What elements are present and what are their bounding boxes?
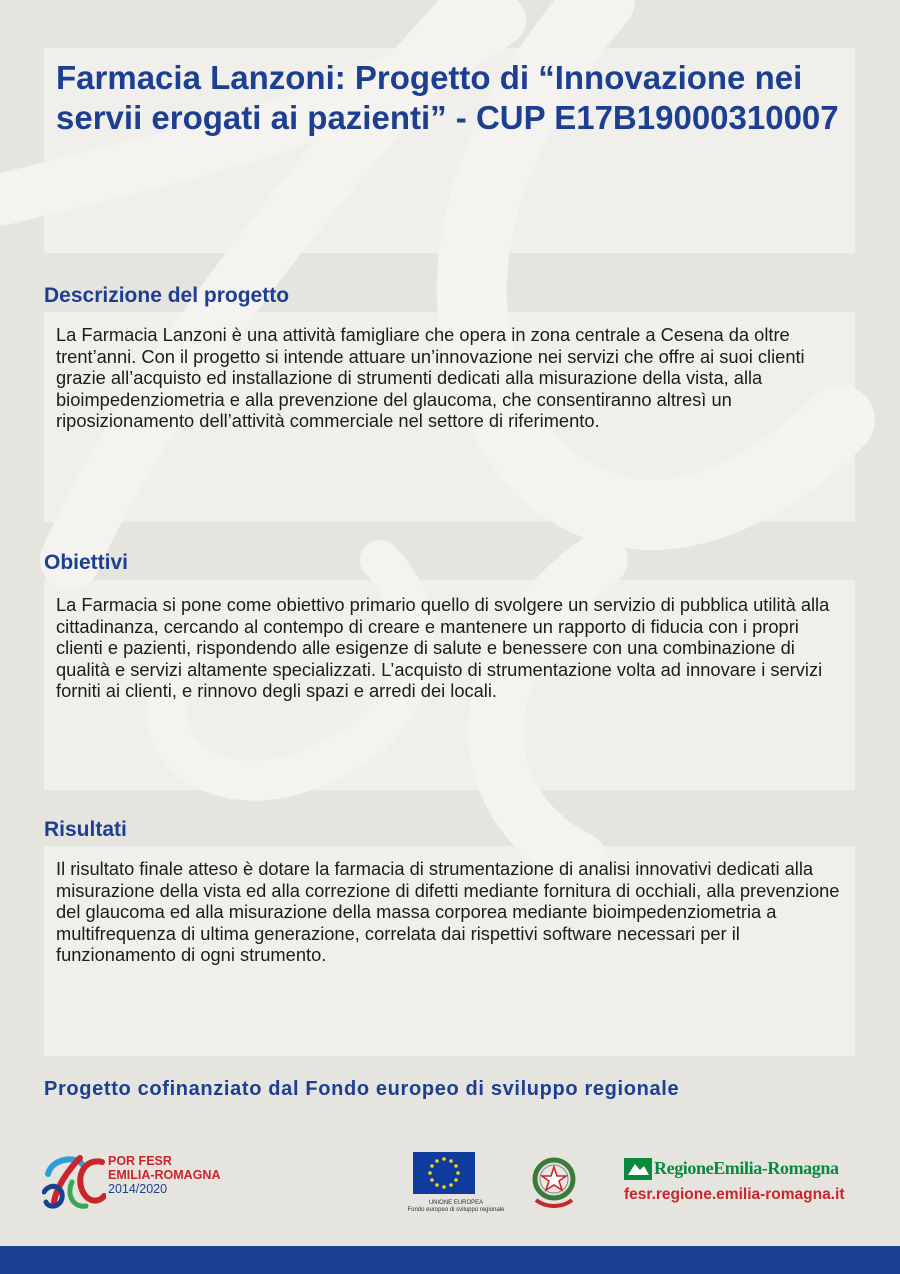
eu-logo bbox=[407, 1152, 505, 1214]
cofinancing-statement: Progetto cofinanziato dal Fondo europeo di sviluppo regionale bbox=[44, 1078, 680, 1100]
regione-mark-icon bbox=[624, 1158, 652, 1180]
italian-emblem-icon bbox=[528, 1152, 580, 1212]
bottom-bar bbox=[0, 1246, 900, 1274]
section-heading-results: Risultati bbox=[44, 818, 127, 841]
italian-republic-logo bbox=[528, 1152, 580, 1214]
section-heading-description: Descrizione del progetto bbox=[44, 284, 290, 307]
eu-flag-icon bbox=[413, 1152, 475, 1194]
por-fesr-logo bbox=[42, 1152, 262, 1214]
section-heading-objectives: Obiettivi bbox=[44, 551, 129, 574]
regione-name: RegioneEmilia-Romagna bbox=[654, 1158, 839, 1178]
eu-caption-line1: UNIONE EUROPEA bbox=[428, 1200, 484, 1206]
por-fesr-line2: EMILIA-ROMAGNA bbox=[108, 1168, 221, 1182]
section-body-results: Il risultato finale atteso è dotare la farmacia di strumentazione di analisi innovativi dedicati alla misurazione della vista ed alla correzione di difetti mediante fornitura di occhiali, alla prevenzione del glaucoma ed alla misurazione della massa corporea mediante bioimpedenziometria a multifrequenza di ultima generazione, correlata dai rispettivi software necessari per il funzionamento di ogni strumento. bbox=[56, 858, 840, 966]
page-title: Farmacia Lanzoni: Progetto di “Innovazione nei servii erogati ai pazienti” - CUP E17B19000310007 bbox=[56, 59, 839, 136]
regione-url: fesr.regione.emilia-romagna.it bbox=[624, 1186, 845, 1203]
por-fesr-mark-icon bbox=[42, 1152, 106, 1212]
section-body-description: La Farmacia Lanzoni è una attività famigliare che opera in zona centrale a Cesena da oltre trent’anni. Con il progetto si intende attuare un’innovazione nei servizi che offre ai suoi clienti grazie all’acquisto ed installazione di strumenti dedicati alla misurazione della vista, alla bioimpedenziometria e alla prevenzione del glaucoma, che consentiranno altresì un riposizionamento dell’attività commerciale nel settore di riferimento. bbox=[56, 324, 805, 432]
regione-emilia-romagna-logo bbox=[624, 1158, 864, 1208]
section-body-objectives: La Farmacia si pone come obiettivo primario quello di svolgere un servizio di pubblica utilità alla cittadinanza, cercando al contempo di creare e mantenere un rapporto di fiducia con i propri clienti e pazienti, rispondendo alle esigenze di salute e benessere con una combinazione di qualità e servizi altamente specializzati. L’acquisto di strumentazione volta ad innovare i servizi forniti ai clienti, e rinnovo degli spazi e arredi dei locali. bbox=[56, 594, 830, 702]
por-fesr-line1: POR FESR bbox=[108, 1154, 172, 1168]
eu-caption-line2: Fondo europeo di sviluppo regionale bbox=[407, 1207, 505, 1213]
por-fesr-period: 2014/2020 bbox=[108, 1182, 168, 1196]
